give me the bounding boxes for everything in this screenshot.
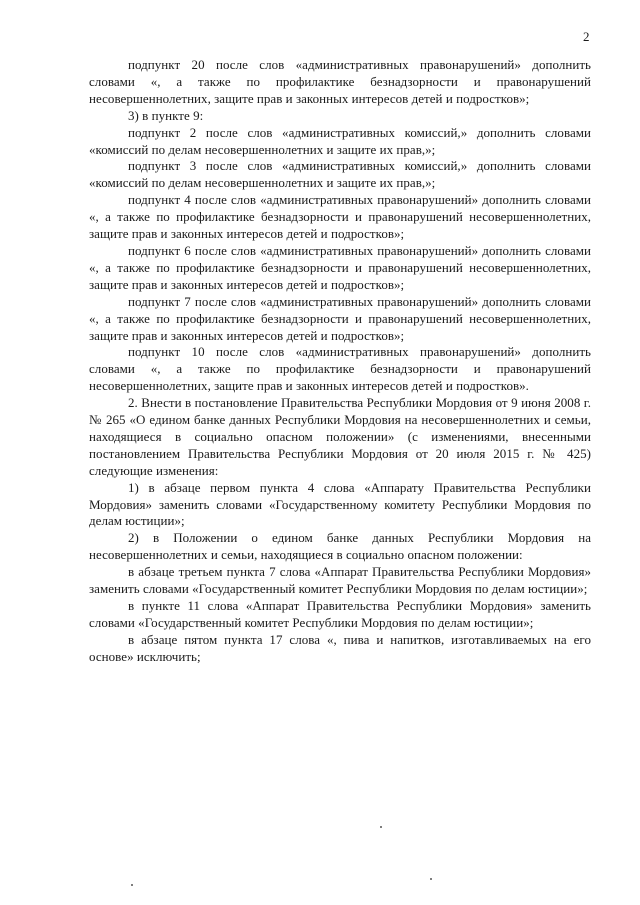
document-body [89, 57, 591, 666]
scan-speck [380, 826, 382, 828]
paragraph: в абзаце пятом пункта 17 слова «, пива и напитков, изготавливаемых на его основе» исключить; [89, 631, 591, 664]
paragraph: подпункт 20 после слов «административных правонарушений» дополнить словами «, а также по профилактике безнадзорности и правонарушений несовершеннолетних, защите прав и законных интересов детей и подростков»; [89, 57, 591, 106]
paragraph: подпункт 6 после слов «административных правонарушений» дополнить словами «, а также по профилактике безнадзорности и правонарушений несовершеннолетних, защите прав и законных интересов детей и подростков»; [89, 242, 591, 292]
paragraph: в абзаце третьем пункта 7 слова «Аппарат Правительства Республики Мордовия» заменить словами «Государственный комитет Республики Мордовия по делам юстиции»; [89, 564, 591, 597]
scan-speck [131, 884, 133, 886]
paragraph: подпункт 4 после слов «административных правонарушений» дополнить словами «, а также по профилактике безнадзорности и правонарушений несовершеннолетних, защите прав и законных интересов детей и подростков»; [89, 192, 591, 242]
paragraph: подпункт 7 после слов «административных правонарушений» дополнить словами «, а также по профилактике безнадзорности и правонарушений несовершеннолетних, защите прав и законных интересов детей и подростков»; [89, 293, 591, 343]
paragraph: 1) в абзаце первом пункта 4 слова «Аппарату Правительства Республики Мордовия» заменить словами «Государственному комитету Республики Мордовия по делам юстиции»; [89, 479, 591, 529]
paragraph: 2. Внести в постановление Правительства Республики Мордовия от 9 июня 2008 г. № 265 «О едином банке данных Республики Мордовия на несовершеннолетних и семьи, находящиеся в социально опасном положении» (с изменениями, внесенными постановлением Правительства Республики Мордовия от 20 июля 2015 г. № 425) следующие изменения: [89, 395, 591, 478]
page-number: 2 [583, 29, 590, 44]
paragraph: подпункт 2 после слов «административных комиссий,» дополнить словами «комиссий по делам несовершеннолетних и защите их прав,»; [89, 124, 591, 157]
paragraph: подпункт 3 после слов «административных комиссий,» дополнить словами «комиссий по делам несовершеннолетних и защите их прав,»; [89, 158, 591, 191]
paragraph: 3) в пункте 9: [128, 107, 204, 123]
paragraph: подпункт 10 после слов «административных правонарушений» дополнить словами «, а также по профилактике безнадзорности и правонарушений несовершеннолетних, защите прав и законных интересов детей и подростков». [89, 344, 591, 394]
paragraph: в пункте 11 слова «Аппарат Правительства Республики Мордовия» заменить словами «Государственный комитет Республики Мордовия по делам юстиции»; [89, 598, 591, 630]
paragraph: 2) в Положении о едином банке данных Республики Мордовия на несовершеннолетних и семьи, находящиеся в социально опасном положении: [89, 530, 591, 563]
scan-speck [430, 878, 432, 880]
